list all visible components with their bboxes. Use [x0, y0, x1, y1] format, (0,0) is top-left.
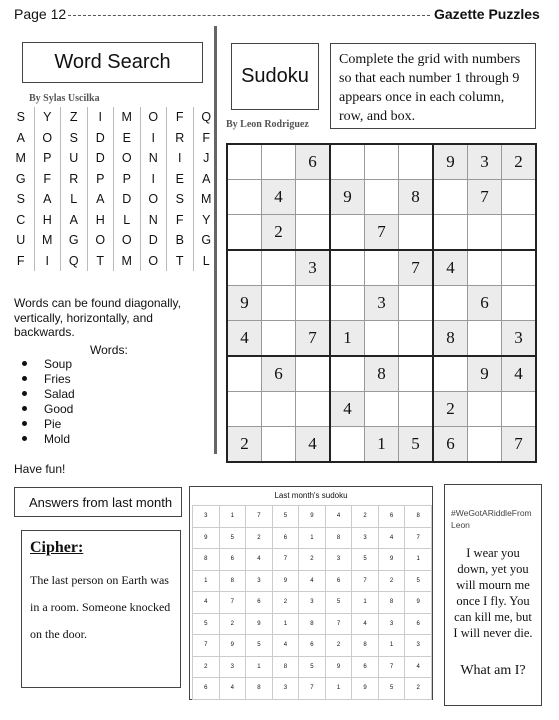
sudoku-given-cell: 2 — [502, 144, 537, 180]
sudoku-empty-cell[interactable] — [227, 356, 262, 392]
sudoku-given-cell: 6 — [296, 144, 331, 180]
last-sudoku-cell: 4 — [219, 678, 246, 700]
word-search-cell: I — [140, 128, 167, 149]
last-sudoku-cell: 2 — [378, 570, 405, 592]
word-search-row — [8, 107, 219, 128]
word-search-row — [8, 251, 219, 272]
word-search-instructions: Words can be found diagonally, vertically, horizontally, and backwards. — [14, 296, 181, 339]
last-sudoku-row — [193, 635, 432, 657]
sudoku-given-cell: 7 — [468, 180, 502, 215]
word-search-cell: A — [34, 189, 61, 210]
sudoku-given-cell: 9 — [468, 356, 502, 392]
word-search-cell: E — [167, 169, 194, 190]
word-search-cell: S — [61, 128, 88, 149]
last-sudoku-cell: 7 — [272, 549, 299, 571]
word-search-cell: G — [8, 169, 34, 190]
word-search-cell: L — [61, 189, 88, 210]
word-search-cell: S — [8, 189, 34, 210]
sudoku-empty-cell[interactable] — [433, 215, 468, 251]
sudoku-given-cell: 7 — [502, 427, 537, 463]
last-sudoku-cell: 1 — [299, 527, 326, 549]
word-search-cell: M — [8, 148, 34, 169]
answers-label: Answers from last month — [14, 487, 182, 517]
last-sudoku-cell: 5 — [219, 527, 246, 549]
last-sudoku-cell: 6 — [325, 570, 352, 592]
sudoku-empty-cell[interactable] — [330, 144, 365, 180]
word-search-cell: M — [114, 107, 141, 128]
sudoku-empty-cell[interactable] — [262, 250, 296, 286]
sudoku-row — [227, 144, 536, 180]
last-sudoku-cell: 2 — [299, 549, 326, 571]
last-sudoku-cell: 8 — [246, 678, 273, 700]
word-search-cell: B — [167, 230, 194, 251]
last-sudoku-cell: 5 — [352, 549, 379, 571]
last-month-sudoku — [189, 486, 433, 700]
last-sudoku-cell: 7 — [246, 506, 273, 528]
last-sudoku-cell: 9 — [325, 656, 352, 678]
sudoku-row — [227, 215, 536, 251]
sudoku-given-cell: 6 — [262, 356, 296, 392]
word-search-cell: A — [87, 189, 114, 210]
word-search-cell: F — [34, 169, 61, 190]
last-sudoku-cell: 4 — [378, 527, 405, 549]
word-search-cell: I — [140, 169, 167, 190]
sudoku-empty-cell[interactable] — [502, 250, 537, 286]
last-sudoku-row — [193, 506, 432, 528]
closing-text: Have fun! — [14, 462, 66, 476]
last-sudoku-cell: 8 — [193, 549, 220, 571]
word-search-cell: D — [87, 128, 114, 149]
last-sudoku-cell: 1 — [405, 549, 432, 571]
sudoku-given-cell: 6 — [468, 286, 502, 321]
sudoku-given-cell: 4 — [296, 427, 331, 463]
words-label: Words: — [90, 343, 128, 357]
last-sudoku-row — [193, 549, 432, 571]
sudoku-given-cell: 1 — [365, 427, 399, 463]
word-search-cell: M — [34, 230, 61, 251]
section-title: Gazette Puzzles — [434, 6, 540, 22]
sudoku-empty-cell[interactable] — [433, 356, 468, 392]
sudoku-given-cell: 4 — [433, 250, 468, 286]
word-search-cell: Q — [201, 110, 212, 125]
last-sudoku-cell: 3 — [378, 613, 405, 635]
last-sudoku-cell: 5 — [378, 678, 405, 700]
word-search-cell: G — [201, 233, 212, 248]
sudoku-empty-cell[interactable] — [502, 215, 537, 251]
sudoku-given-cell: 7 — [399, 250, 434, 286]
word-search-cell: S — [8, 107, 34, 128]
word-label: Salad — [44, 386, 75, 401]
last-sudoku-cell: 9 — [405, 592, 432, 614]
sudoku-given-cell: 4 — [502, 356, 537, 392]
word-search-cell: R — [61, 169, 88, 190]
word-search-cell: L — [202, 253, 210, 268]
word-search-cell: D — [140, 230, 167, 251]
last-sudoku-cell: 2 — [246, 527, 273, 549]
word-search-cell: L — [114, 210, 141, 231]
last-sudoku-cell: 1 — [325, 678, 352, 700]
last-sudoku-cell: 6 — [405, 613, 432, 635]
word-search-cell: P — [87, 169, 114, 190]
sudoku-row — [227, 356, 536, 392]
word-search-cell: U — [8, 230, 34, 251]
last-sudoku-row — [193, 527, 432, 549]
last-sudoku-cell: 8 — [352, 635, 379, 657]
sudoku-empty-cell[interactable] — [296, 392, 331, 427]
last-sudoku-cell: 8 — [272, 656, 299, 678]
sudoku-empty-cell[interactable] — [296, 356, 331, 392]
sudoku-empty-cell[interactable] — [399, 356, 434, 392]
cipher-title: Cipher: — [30, 539, 84, 556]
word-label: Good — [44, 401, 74, 416]
sudoku-given-cell: 2 — [262, 215, 296, 251]
last-sudoku-cell: 3 — [352, 527, 379, 549]
last-sudoku-cell: 5 — [246, 635, 273, 657]
last-sudoku-cell: 4 — [193, 592, 220, 614]
sudoku-row — [227, 250, 536, 286]
word-search-cell: M — [201, 192, 212, 207]
sudoku-given-cell: 5 — [399, 427, 434, 463]
word-search-cell: S — [167, 189, 194, 210]
last-sudoku-cell: 4 — [246, 549, 273, 571]
sudoku-empty-cell[interactable] — [330, 286, 365, 321]
sudoku-empty-cell[interactable] — [330, 427, 365, 463]
sudoku-given-cell: 2 — [433, 392, 468, 427]
riddle-question: What am I? — [460, 663, 526, 678]
cipher-text: The last person on Earth was in a room. Someone knocked on the door. — [30, 573, 171, 641]
bullet-icon — [22, 421, 27, 426]
word-search-cell: F — [167, 210, 194, 231]
sudoku-empty-cell[interactable] — [262, 427, 296, 463]
sudoku-empty-cell[interactable] — [330, 250, 365, 286]
sudoku-empty-cell[interactable] — [330, 356, 365, 392]
sudoku-given-cell: 9 — [433, 144, 468, 180]
last-sudoku-cell: 9 — [378, 549, 405, 571]
last-sudoku-cell: 3 — [193, 506, 220, 528]
word-search-cell: I — [87, 107, 114, 128]
last-sudoku-cell: 3 — [219, 656, 246, 678]
cipher-box — [21, 530, 181, 688]
last-sudoku-cell: 3 — [405, 635, 432, 657]
sudoku-given-cell: 3 — [365, 286, 399, 321]
word-label: Mold — [44, 431, 71, 446]
sudoku-given-cell: 3 — [468, 144, 502, 180]
sudoku-given-cell: 8 — [365, 356, 399, 392]
word-search-row — [8, 169, 219, 190]
sudoku-given-cell: 7 — [365, 215, 399, 251]
sudoku-row — [227, 180, 536, 215]
word-search-cell: P — [114, 169, 141, 190]
word-search-title: Word Search — [22, 42, 203, 83]
sudoku-empty-cell[interactable] — [227, 250, 262, 286]
last-sudoku-cell: 7 — [378, 656, 405, 678]
last-sudoku-grid — [192, 505, 432, 700]
sudoku-empty-cell[interactable] — [433, 180, 468, 215]
word-search-row — [8, 189, 219, 210]
last-sudoku-cell: 2 — [352, 506, 379, 528]
word-search-cell: P — [34, 148, 61, 169]
last-sudoku-cell: 3 — [272, 678, 299, 700]
sudoku-empty-cell[interactable] — [468, 427, 502, 463]
word-search-cell: A — [8, 128, 34, 149]
last-sudoku-cell: 9 — [299, 506, 326, 528]
last-sudoku-cell: 9 — [352, 678, 379, 700]
bullet-icon — [22, 376, 27, 381]
sudoku-empty-cell[interactable] — [468, 392, 502, 427]
last-sudoku-cell: 5 — [193, 613, 220, 635]
word-search-cell: O — [114, 148, 141, 169]
word-list-item — [22, 356, 75, 371]
word-search-cell: Y — [202, 212, 211, 227]
last-sudoku-cell: 4 — [405, 656, 432, 678]
word-search-cell: F — [202, 130, 211, 145]
last-sudoku-cell: 3 — [325, 549, 352, 571]
last-sudoku-cell: 2 — [193, 656, 220, 678]
last-sudoku-row — [193, 592, 432, 614]
sudoku-empty-cell[interactable] — [502, 286, 537, 321]
sudoku-title: Sudoku — [231, 43, 319, 110]
last-sudoku-cell: 1 — [246, 656, 273, 678]
sudoku-empty-cell[interactable] — [468, 215, 502, 251]
sudoku-byline: By Leon Rodriguez — [226, 119, 309, 130]
sudoku-empty-cell[interactable] — [365, 392, 399, 427]
last-sudoku-cell: 4 — [325, 506, 352, 528]
last-sudoku-cell: 7 — [193, 635, 220, 657]
riddle-text: I wear you down, yet you will mourn me once I fly. You can kill me, but I will never die. — [453, 546, 533, 640]
last-sudoku-cell: 7 — [325, 613, 352, 635]
riddle-tag: #WeGotARiddleFrom Leon — [451, 508, 532, 530]
word-search-cell: J — [203, 151, 210, 166]
sudoku-empty-cell[interactable] — [262, 392, 296, 427]
last-sudoku-cell: 9 — [219, 635, 246, 657]
last-sudoku-cell: 6 — [246, 592, 273, 614]
word-search-cell: N — [140, 210, 167, 231]
word-search-cell: T — [87, 251, 114, 272]
sudoku-empty-cell[interactable] — [365, 321, 399, 357]
word-search-cell: Z — [61, 107, 88, 128]
sudoku-grid — [226, 143, 537, 463]
page-number: Page 12 — [14, 6, 67, 22]
bullet-icon — [22, 391, 27, 396]
sudoku-given-cell: 4 — [262, 180, 296, 215]
last-sudoku-cell: 5 — [405, 570, 432, 592]
sudoku-empty-cell[interactable] — [468, 321, 502, 357]
sudoku-empty-cell[interactable] — [399, 144, 434, 180]
word-label: Fries — [44, 371, 71, 386]
sudoku-given-cell: 1 — [330, 321, 365, 357]
last-sudoku-cell: 1 — [378, 635, 405, 657]
last-sudoku-cell: 5 — [299, 656, 326, 678]
word-search-cell: O — [114, 230, 141, 251]
sudoku-empty-cell[interactable] — [296, 215, 331, 251]
word-search-cell: A — [202, 171, 211, 186]
last-sudoku-row — [193, 570, 432, 592]
riddle-box — [444, 484, 542, 706]
sudoku-given-cell: 3 — [502, 321, 537, 357]
word-search-byline: By Sylas Uscilka — [29, 93, 100, 104]
last-sudoku-cell: 9 — [272, 570, 299, 592]
last-sudoku-cell: 7 — [405, 527, 432, 549]
sudoku-empty-cell[interactable] — [365, 180, 399, 215]
sudoku-empty-cell[interactable] — [227, 180, 262, 215]
last-sudoku-row — [193, 656, 432, 678]
word-search-cell: H — [34, 210, 61, 231]
sudoku-empty-cell[interactable] — [262, 321, 296, 357]
word-search-cell: O — [87, 230, 114, 251]
sudoku-given-cell: 6 — [433, 427, 468, 463]
last-sudoku-row — [193, 678, 432, 700]
last-sudoku-cell: 4 — [352, 613, 379, 635]
word-search-cell: F — [167, 107, 194, 128]
word-search-row — [8, 210, 219, 231]
sudoku-empty-cell[interactable] — [227, 215, 262, 251]
last-sudoku-title: Last month's sudoku — [274, 491, 348, 500]
word-search-cell: R — [167, 128, 194, 149]
last-sudoku-cell: 6 — [352, 656, 379, 678]
last-sudoku-cell: 9 — [193, 527, 220, 549]
last-sudoku-cell: 6 — [272, 527, 299, 549]
word-list-item — [22, 416, 75, 431]
sudoku-row — [227, 321, 536, 357]
sudoku-given-cell: 9 — [227, 286, 262, 321]
sudoku-empty-cell[interactable] — [399, 286, 434, 321]
word-search-cell: A — [61, 210, 88, 231]
word-search-cell: O — [140, 251, 167, 272]
word-search-cell: N — [140, 148, 167, 169]
word-list — [22, 356, 75, 446]
sudoku-empty-cell[interactable] — [502, 180, 537, 215]
sudoku-given-cell: 8 — [433, 321, 468, 357]
word-search-cell: O — [140, 189, 167, 210]
sudoku-empty-cell[interactable] — [296, 286, 331, 321]
word-search-grid — [8, 107, 219, 271]
sudoku-empty-cell[interactable] — [502, 392, 537, 427]
last-sudoku-cell: 6 — [193, 678, 220, 700]
word-search-cell: H — [87, 210, 114, 231]
word-list-item — [22, 401, 75, 416]
sudoku-row — [227, 392, 536, 427]
last-sudoku-cell: 4 — [272, 635, 299, 657]
word-list-item — [22, 386, 75, 401]
sudoku-instructions: Complete the grid with numbers so that each number 1 through 9 appears once in each column, row, and box. — [330, 43, 536, 129]
last-sudoku-cell: 2 — [219, 613, 246, 635]
sudoku-empty-cell[interactable] — [433, 286, 468, 321]
bullet-icon — [22, 436, 27, 441]
word-search-cell: Q — [61, 251, 88, 272]
word-search-row — [8, 128, 219, 149]
sudoku-empty-cell[interactable] — [365, 250, 399, 286]
last-sudoku-cell: 8 — [299, 613, 326, 635]
last-sudoku-cell: 3 — [246, 570, 273, 592]
word-search-row — [8, 148, 219, 169]
sudoku-given-cell: 4 — [330, 392, 365, 427]
word-label: Soup — [44, 356, 73, 371]
header-rule — [68, 15, 430, 16]
sudoku-given-cell: 7 — [296, 321, 331, 357]
last-sudoku-cell: 4 — [299, 570, 326, 592]
sudoku-empty-cell[interactable] — [399, 215, 434, 251]
last-sudoku-cell: 6 — [378, 506, 405, 528]
word-search-cell: O — [34, 128, 61, 149]
word-search-row — [8, 230, 219, 251]
word-search-cell: F — [8, 251, 34, 272]
sudoku-empty-cell[interactable] — [330, 215, 365, 251]
sudoku-empty-cell[interactable] — [399, 321, 434, 357]
word-list-item — [22, 431, 75, 446]
last-sudoku-cell: 1 — [352, 592, 379, 614]
last-sudoku-cell: 8 — [378, 592, 405, 614]
word-search-cell: I — [34, 251, 61, 272]
sudoku-row — [227, 286, 536, 321]
last-sudoku-cell: 7 — [219, 592, 246, 614]
last-sudoku-cell: 1 — [193, 570, 220, 592]
word-search-cell: D — [114, 189, 141, 210]
last-sudoku-cell: 5 — [325, 592, 352, 614]
last-sudoku-cell: 3 — [299, 592, 326, 614]
bullet-icon — [22, 406, 27, 411]
word-list-item — [22, 371, 75, 386]
sudoku-empty-cell[interactable] — [262, 286, 296, 321]
sudoku-empty-cell[interactable] — [262, 144, 296, 180]
last-sudoku-cell: 8 — [325, 527, 352, 549]
sudoku-given-cell: 4 — [227, 321, 262, 357]
last-sudoku-cell: 6 — [299, 635, 326, 657]
last-sudoku-cell: 8 — [219, 570, 246, 592]
sudoku-empty-cell[interactable] — [468, 250, 502, 286]
word-search-cell: D — [87, 148, 114, 169]
word-search-cell: U — [61, 148, 88, 169]
last-sudoku-cell: 1 — [219, 506, 246, 528]
sudoku-given-cell: 9 — [330, 180, 365, 215]
last-sudoku-cell: 9 — [246, 613, 273, 635]
sudoku-empty-cell[interactable] — [227, 392, 262, 427]
word-search-cell: G — [61, 230, 88, 251]
word-search-cell: I — [167, 148, 194, 169]
last-sudoku-cell: 8 — [405, 506, 432, 528]
last-sudoku-cell: 7 — [299, 678, 326, 700]
sudoku-given-cell: 2 — [227, 427, 262, 463]
word-search-cell: Y — [34, 107, 61, 128]
word-search-cell: E — [114, 128, 141, 149]
sudoku-empty-cell[interactable] — [296, 180, 331, 215]
last-sudoku-cell: 5 — [272, 506, 299, 528]
word-search-cell: T — [167, 251, 194, 272]
last-sudoku-cell: 2 — [405, 678, 432, 700]
sudoku-empty-cell[interactable] — [227, 144, 262, 180]
sudoku-given-cell: 3 — [296, 250, 331, 286]
last-sudoku-cell: 2 — [272, 592, 299, 614]
last-sudoku-cell: 2 — [325, 635, 352, 657]
last-sudoku-cell: 7 — [352, 570, 379, 592]
word-search-cell: M — [114, 251, 141, 272]
word-search-cell: C — [8, 210, 34, 231]
sudoku-given-cell: 8 — [399, 180, 434, 215]
sudoku-empty-cell[interactable] — [399, 392, 434, 427]
word-search-cell: O — [140, 107, 167, 128]
sudoku-empty-cell[interactable] — [365, 144, 399, 180]
last-sudoku-row — [193, 613, 432, 635]
last-sudoku-cell: 1 — [272, 613, 299, 635]
word-label: Pie — [44, 416, 62, 431]
last-sudoku-cell: 6 — [219, 549, 246, 571]
sudoku-row — [227, 427, 536, 463]
bullet-icon — [22, 361, 27, 366]
